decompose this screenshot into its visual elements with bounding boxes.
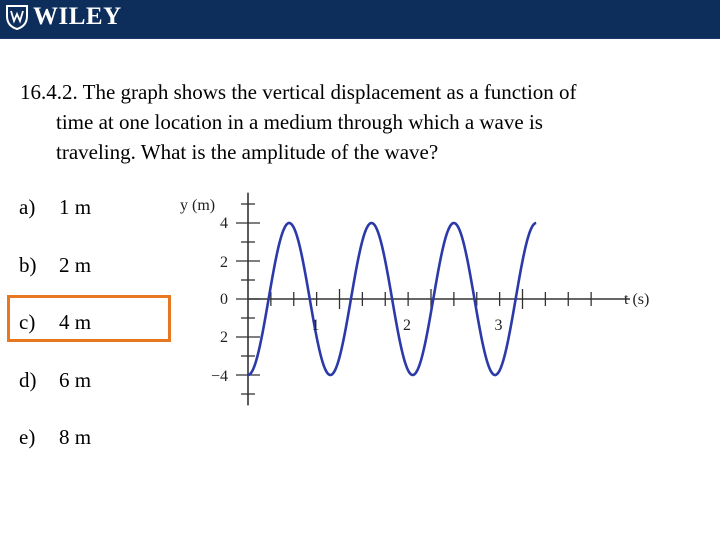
x-axis-label: t (s) (624, 291, 650, 308)
option-letter: d) (19, 368, 37, 392)
y-tick-label: 2 (220, 254, 228, 271)
y-axis-label: y (m) (180, 197, 216, 214)
y-tick-label: 2 (220, 329, 228, 346)
option-text: 6 m (59, 368, 92, 392)
x-tick-label: 3 (494, 317, 503, 334)
x-tick-label: 1 (311, 317, 320, 334)
y-tick-label: 0 (220, 291, 228, 308)
option-letter: e) (19, 425, 36, 449)
y-tick-label: 4 (220, 215, 228, 232)
question-line-3: traveling. What is the amplitude of the wave? (56, 140, 439, 164)
question-line-2: time at one location in a medium through which a wave is (56, 110, 543, 134)
question-line-1: 16.4.2. The graph shows the vertical displacement as a function of (20, 80, 577, 104)
option-text: 8 m (59, 425, 92, 449)
option-letter: a) (19, 195, 36, 219)
y-tick-label: −4 (210, 368, 228, 385)
wiley-brand-text: WILEY (33, 3, 122, 30)
option-text: 1 m (59, 195, 92, 219)
option-text: 2 m (59, 253, 92, 277)
option-text: 4 m (59, 310, 92, 334)
option-letter: c) (19, 310, 36, 334)
option-letter: b) (19, 253, 37, 277)
x-tick-label: 2 (403, 317, 411, 334)
chart-labels (180, 197, 649, 385)
